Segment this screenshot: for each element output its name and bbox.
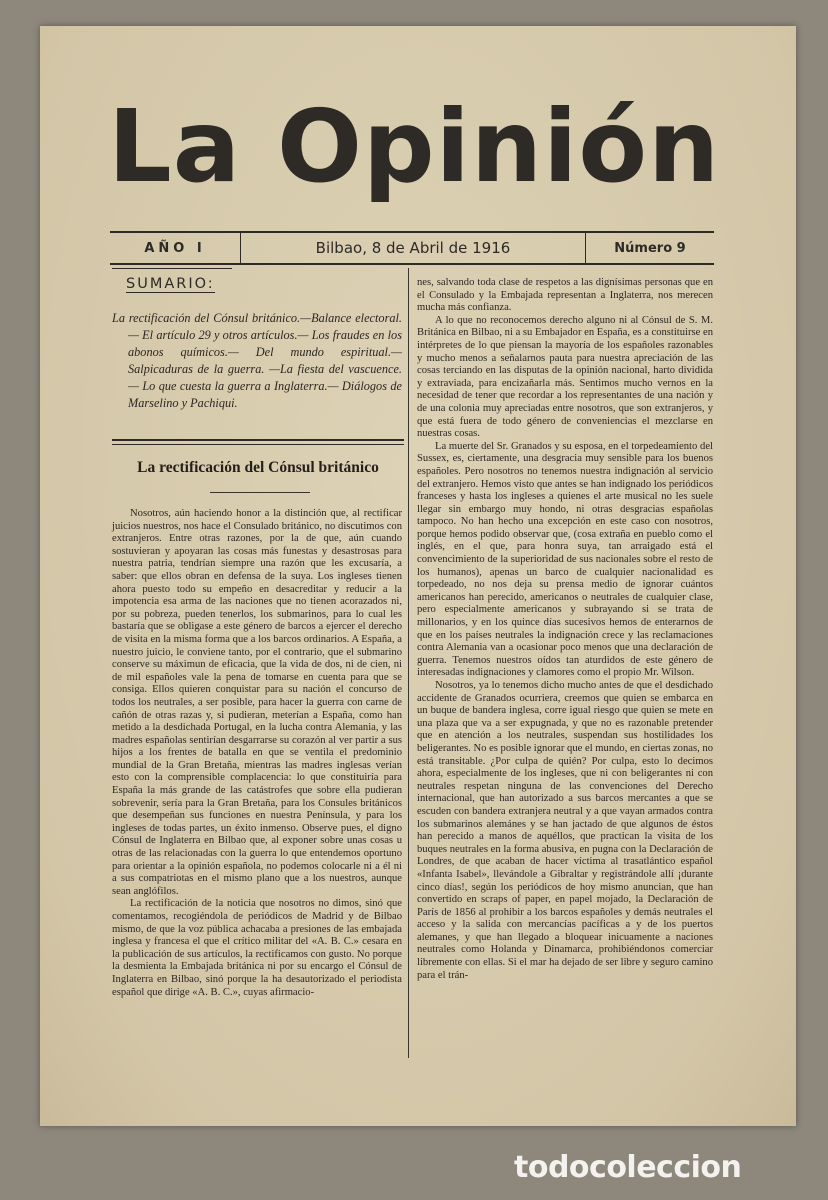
issue-date: Bilbao, 8 de Abril de 1916 [241,233,586,263]
masthead-title: La Opinión [108,88,721,205]
article-headline: La rectificación del Cónsul británico [137,459,379,476]
article-paragraph: La rectificación de la noticia que nosotros no dimos, sinó que comentamos, recogiéndola de periódicos de Madrid y de Bilbao mismo, de que la voz pública achacaba a presiones de las embajada inglesa y francesa el que el crítico militar del «A. B. C.» cesara en la publicación de sus artículos, la rectificamos con gusto. No porque la desmienta la Embajada británica ni por su encargo el Cónsul de Inglaterra en Bilbao, sinó porque la ha desautorizado el periodista español que dirige «A. B. C.», cuyas afirmacio- [112,898,402,998]
sumario-label: SUMARIO: [126,276,215,292]
section-rule [112,439,404,445]
divider [112,268,232,269]
watermark: todocoleccion [514,1150,742,1185]
article-paragraph: Nosotros, aún haciendo honor a la distinción que, al rectificar juicios nuestros, nos hace el Consulado británico, no discutimos con extranjeros. Entre otras razones, por la de que, aún cuando sostuvieran y apoyaran las cosas más funestas y desastrosas para nuestra patria, tendrían siempre una razón que les excusaría, a saber: que ellos obran en defensa de la suya. Los ingleses tienen ahora puesto todo su empeño en desacreditar y reducir a la impotencia esa arma de las naciones que no tienen acorazados ni, por su pobreza, pueden tenerlos, los submarinos, para lo cual les bastaría que se obligase a este género de barcos a ejercer el derecho de visita en la misma forma que a los barcos ordinarios. A España, a nuestro juicio, le conviene tanto, por el contrario, que el submarino conserve su máximun de eficacia, que la vida de dos, ni de cien, ni de mil españoles vale la pena de tomarse en cuenta para que se consiga. Ellos quieren conquistar para su nación el concurso de todos los neutrales, a ser posible, para hacer la guerra con carne de cañón de otras razas y, si pudieran, meterían a España, como han metido a la desdichada Portugal, en la lucha contra Alemania, y las madres españolas sentirían desgarrarse su corazón al ver partir a sus hijos a los frentes de batalla en que se ventila el predominio mundial de la Gran Bretaña, mientras las madres inglesas verían esto con la comprensible complacencia: lo que constituiría para España la más grande de las catástrofes que sobre ella pudieran sobrevenir, sería para la Gran Bretaña, para los Consules británicos que desempeñan sus funciones en nuestra Península, y para los ingleses de todas partes, un éxito inmenso. Observe pues, el digno Cónsul de Inglaterra en Bilbao que, al exponer sobre unas cosas u otras de las relacionadas con la guerra lo que entendemos oportuno para orientar a la opinión española, no podemos colocarle ni a él ni a sus compatriotas en el mismo plano que a los nuestros, aunque sean anglófilos. [112,508,402,897]
article-paragraph: nes, salvando toda clase de respetos a las dignísimas personas que en el Consulado y la Embajada representan a Inglaterra, nos merecen mucha más confianza. [417,277,713,314]
issue-year: AÑO I [110,233,241,263]
column-divider [408,268,409,1058]
article-right-column [417,277,713,982]
article-left-column [112,508,402,999]
headline-ornament [210,492,310,493]
article-paragraph: Nosotros, ya lo tenemos dicho mucho antes de que el desdichado accidente de Granados ocurriera, creemos que quien se embarca en un buque de bandera inglesa, corre igual riesgo que quien se mete en una plaza que va a ser expugnada, y que no es razonable pretender que en atención a los neutrales, suspendan sus hostilidades los beligerantes. No es posible ignorar que el mundo, en ciertas zonas, no está transitable. ¿Por culpa de quién? Por culpa, esto lo decimos ahora, especialmente de los ingleses, que ni con beligerantes ni con neutrales respetan ninguna de las convenciones del Derecho internacional, que han autorizado a sus barcos mercantes a que se escuden con bandera extranjera neutral y a que vayan armados contra los submarinos alemánes y se han jactado de que algunos de éstos han perecido a manos de aquéllos, que practican la visita de los buques neutrales en la forma abusiva, en pugna con la Declaración de Londres, de que acaban de hacer víctima al trasatlántico español «Infanta Isabel», llevándole a Gibraltar y registrándole allí ¡durante cinco días!, según los periódicos de hoy mismo anuncian, que han convertido en scraps of paper, en papel mojado, la Declaración de París de 1856 al prohibir a los barcos españoles y demás neutrales el acceso y la salida con mercancías pacíficas a y de los puertos alemanes, y que han llegado a bloquear inicuamente a naciones neutrales como Holanda y Dinamarca, prohibiéndonos comerciar libremente con ellas. Si el mar ha dejado de ser libre y seguro camino para el trán- [417,680,713,981]
article-paragraph: La muerte del Sr. Granados y su esposa, en el torpedeamiento del Sussex, es, ciertamente, una desgracia muy sensible para los buenos españoles. Pero nosotros no tenemos nuestra indignación al servicio del extranjero. Hemos visto que antes se han indignado los periódicos franceses y hasta los ingleses a quienes el arte musical no les suele llegar sin embargo muy hondo, ni otras desgracias españolas tampoco. No han hecho una excepción en este caso con nosotros, porque hemos podido observar que, (cosa extraña en pueblo como el inglés, en el que, para honra suya, tan arraigado está el convencimiento de la superioridad de sus nacionales sobre el resto de los humanos), apenas un barco de cualquier nacionalidad es torpedeado, no nos deja su prensa medio de ignorar cuántos americanos han perecido, americanos o neutrales de cualquier clase, pero especialmente americanos y subrayando si se trata de millonarios, y en los quince días sucesivos hemos de enterarnos de que en los países neutrales la indignación crece y las reclamaciones contra Alemania van a ocasionar poco menos que una declaración de guerra. Tenemos nuestros oídos tan aturdidos de este género de interesadas indignaciones y clamores como el propio Mr. Wilson. [417,440,713,679]
sumario-text: La rectificación del Cónsul británico.—Balance electoral.— El artículo 29 y otros artículos.— Los fraudes en los abonos químicos.— Del mundo espiritual.—Salpicaduras de la guerra. —La fiesta del vascuence.— Lo que cuesta la guerra a Inglaterra.— Diálogos de Marselino y Pachiqui. [112,311,402,410]
issue-info-bar [110,231,714,265]
issue-number: Número 9 [614,240,686,256]
article-paragraph: A lo que no reconocemos derecho alguno ni al Cónsul de S. M. Británica en Bilbao, ni a su Embajador en España, es a constituirse en intérpretes de lo que piensan la mayoría de los españoles razonables y mucho menos a señalarnos pauta para nuestra apreciación de las cosas terciando en las disputas de la opinión nacional, harto dividida y extraviada, para encizañarla más. Sentimos mucho vernos en la necesidad de tener que recordar a los representantes de una nación y de una colonia muy apreciadas entre nosotros, que son extranjeros, y que está fuera de todo género de conveniencias el mezclarse en nuestras cosas. [417,314,713,440]
